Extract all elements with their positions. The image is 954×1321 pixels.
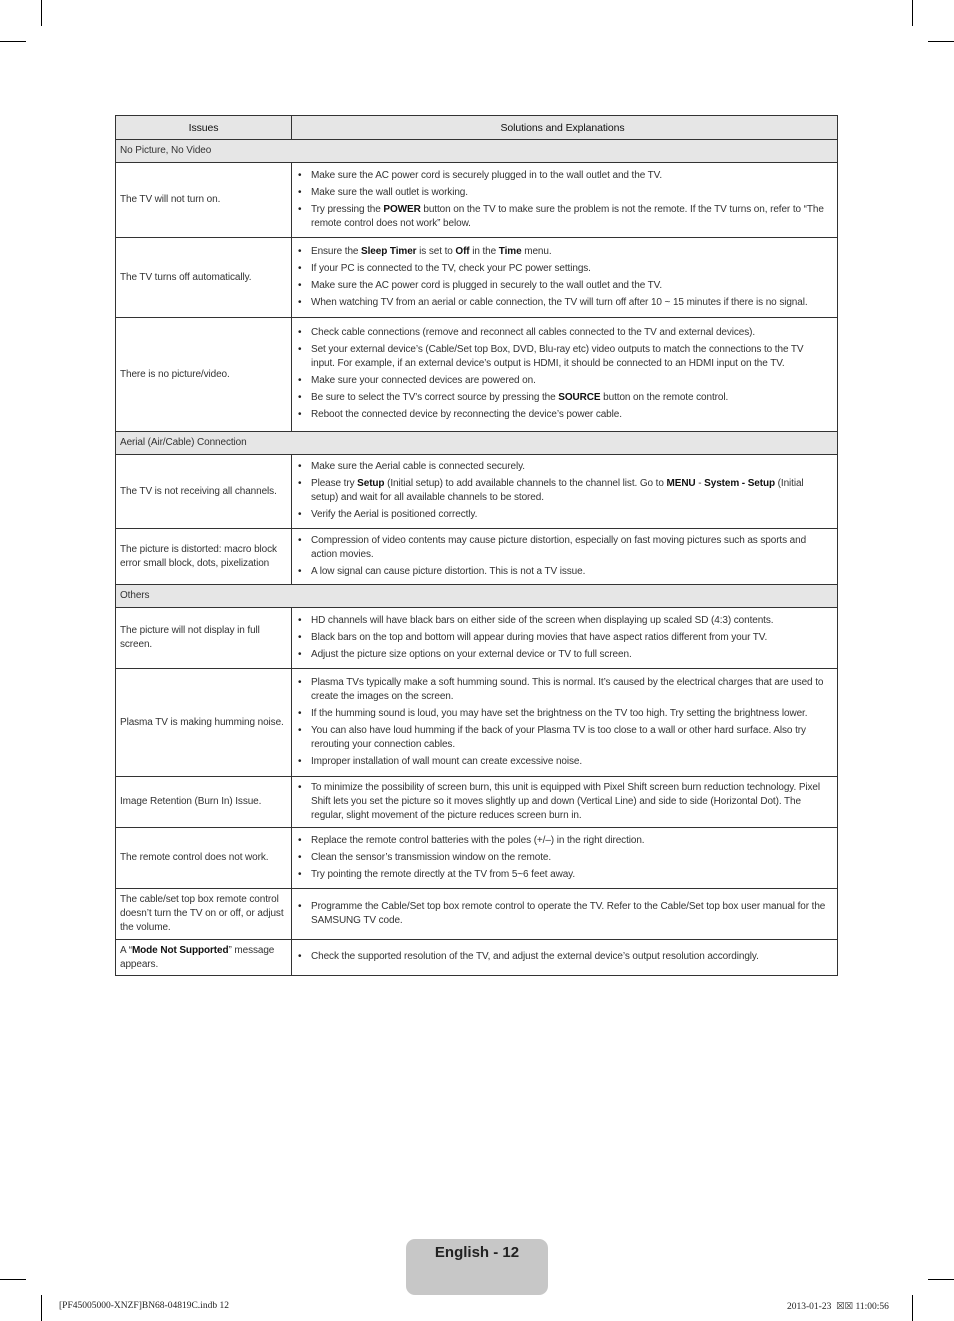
crop-mark: [928, 1279, 954, 1280]
table-row: [116, 238, 838, 318]
bold-term: Off: [455, 245, 470, 257]
section-row: [116, 432, 838, 455]
table-body: [116, 140, 838, 976]
solution-list: [296, 898, 829, 931]
issue-text: The remote control does not work.: [120, 852, 269, 863]
table-header-row: [116, 116, 838, 140]
crop-mark: [928, 41, 954, 42]
table-row: [116, 318, 838, 432]
solution-cell: [292, 608, 838, 668]
crop-mark: [0, 41, 26, 42]
solution-list: [296, 832, 644, 885]
issue-cell: [116, 828, 292, 888]
issue-text: The picture is distorted: macro block error small block, dots, pixelization: [120, 543, 277, 569]
issue-cell: [116, 608, 292, 668]
bold-term: Time: [498, 245, 522, 257]
bold-term: Sleep Timer: [361, 245, 417, 257]
issue-cell: [116, 318, 292, 431]
solution-list: [296, 948, 759, 967]
solution-list: [296, 674, 829, 772]
solution-item: • If the humming sound is loud, you may have set the brightness on the TV too high. Try setting the brightness lower.: [296, 707, 829, 721]
solution-item: • Programme the Cable/Set top box remote control to operate the TV. Refer to the Cable/Set top box user manual for the SAMSUNG TV code.: [296, 900, 829, 928]
solution-item: • A low signal can cause picture distortion. This is not a TV issue.: [296, 565, 829, 579]
bold-term: Setup: [357, 478, 385, 489]
bold-term: Mode Not Supported: [131, 944, 229, 956]
issue-text: The TV is not receiving all channels.: [120, 485, 277, 497]
table-row: [116, 608, 838, 669]
issue-text: The cable/set top box remote control doesn’t turn the TV on or off, or adjust the volume.: [120, 894, 284, 933]
solution-item: • Make sure your connected devices are powered on.: [296, 374, 829, 388]
issue-text: Image Retention (Burn In) Issue.: [120, 796, 262, 807]
solution-item: • Replace the remote control batteries with the poles (+/–) in the right direction.: [296, 834, 644, 848]
solution-item: • Check the supported resolution of the TV, and adjust the external device’s output resolution accordingly.: [296, 950, 759, 964]
solution-item: • Be sure to select the TV’s correct source by pressing the SOURCE button on the remote control.: [296, 391, 829, 405]
section-label: Others: [116, 585, 838, 607]
solution-cell: [292, 940, 838, 975]
table-row: [116, 828, 838, 889]
solution-cell: [292, 828, 838, 888]
solution-cell: [292, 889, 838, 939]
solution-item: • Black bars on the top and bottom will appear during movies that have aspect ratios different from your TV.: [296, 631, 773, 645]
solution-item: • Make sure the AC power cord is plugged in securely to the wall outlet and the TV.: [296, 279, 808, 293]
bold-term: SOURCE: [558, 392, 601, 403]
solution-item: • Reboot the connected device by reconnecting the device’s power cable.: [296, 408, 829, 422]
solution-item: • You can also have loud humming if the back of your Plasma TV is too close to a wall or other hard surface. Also try rerouting your connection cables.: [296, 724, 829, 752]
table-row: [116, 940, 838, 976]
solution-item: • Improper installation of wall mount can create excessive noise.: [296, 755, 829, 769]
solution-cell: [292, 318, 838, 431]
solution-item: • Set your external device’s (Cable/Set top Box, DVD, Blu-ray etc) video outputs to match the connections to the TV input. For example, if an external device’s output is HDMI, it should be connected to an HDMI input on the TV.: [296, 343, 829, 371]
solution-list: [296, 167, 829, 234]
solution-item: • Try pointing the remote directly at the TV from 5~6 feet away.: [296, 868, 644, 882]
page-number-label: English - 12: [434, 1244, 520, 1261]
solution-cell: [292, 777, 838, 827]
issue-text: A “Mode Not Supported” message appears.: [120, 944, 275, 970]
solution-item: • Make sure the Aerial cable is connected securely.: [296, 460, 829, 474]
solution-item: • Try pressing the POWER button on the TV to make sure the problem is not the remote. If the TV turns on, refer to “The remote control does not work” below.: [296, 203, 829, 231]
solution-item: • Verify the Aerial is positioned correctly.: [296, 508, 829, 522]
bold-term: POWER: [383, 203, 421, 215]
issue-cell: [116, 163, 292, 237]
solutions-header: Solutions and Explanations: [292, 116, 838, 139]
section-label: No Picture, No Video: [116, 140, 838, 162]
issue-text: The TV will not turn on.: [120, 194, 221, 205]
issue-cell: [116, 669, 292, 776]
issue-cell: [116, 455, 292, 528]
solution-list: [296, 243, 808, 313]
solution-item: • Check cable connections (remove and reconnect all cables connected to the TV and external devices).: [296, 326, 829, 340]
solution-item: • Clean the sensor’s transmission window on the remote.: [296, 851, 644, 865]
issue-cell: [116, 238, 292, 317]
solution-item: • HD channels will have black bars on either side of the screen when displaying up scaled SD (4:3) contents.: [296, 614, 773, 628]
solution-item: • Adjust the picture size options on your external device or TV to full screen.: [296, 648, 773, 662]
issue-text: There is no picture/video.: [120, 368, 230, 380]
bold-term: MENU: [666, 478, 696, 489]
solution-cell: [292, 238, 838, 317]
solution-item: • Ensure the Sleep Timer is set to Off in the Time menu.: [296, 245, 808, 259]
issue-text: The picture will not display in full screen.: [120, 625, 260, 650]
issues-header: Issues: [116, 116, 292, 139]
solution-item: • When watching TV from an aerial or cable connection, the TV will turn off after 10 ~ 15 minutes if there is no signal.: [296, 296, 808, 310]
section-label: Aerial (Air/Cable) Connection: [116, 432, 838, 454]
solution-list: [296, 779, 829, 826]
issue-text: Plasma TV is making humming noise.: [120, 716, 284, 728]
solution-list: [296, 458, 829, 525]
issue-text: The TV turns off automatically.: [120, 271, 252, 283]
table-row: [116, 669, 838, 777]
solution-item: • Compression of video contents may cause picture distortion, especially on fast moving pictures such as sports and action movies.: [296, 534, 829, 562]
table-row: [116, 529, 838, 585]
solution-item: • To minimize the possibility of screen burn, this unit is equipped with Pixel Shift screen burn reduction technology. Pixel Shift lets you set the picture so it moves slightly up and down (Vertical Line) and side to side (Horizontal Dot). The regular, slight movement of the picture reduces screen burn in.: [296, 781, 829, 823]
solution-item: • Make sure the wall outlet is working.: [296, 186, 829, 200]
crop-mark: [41, 1295, 42, 1321]
table-row: [116, 455, 838, 529]
section-row: [116, 585, 838, 608]
table-row: [116, 777, 838, 828]
table-row: [116, 163, 838, 238]
solution-cell: [292, 163, 838, 237]
crop-mark: [912, 0, 913, 26]
solution-item: • If your PC is connected to the TV, check your PC power settings.: [296, 262, 808, 276]
crop-mark: [0, 1279, 26, 1280]
issue-cell: [116, 529, 292, 584]
issue-cell: [116, 777, 292, 827]
solution-list: [296, 324, 829, 425]
bold-term: System - Setup: [704, 478, 775, 489]
solution-cell: [292, 669, 838, 776]
issue-cell: [116, 940, 292, 975]
solution-list: [296, 612, 773, 665]
solution-cell: [292, 455, 838, 528]
solution-item: • Make sure the AC power cord is securely plugged in to the wall outlet and the TV.: [296, 169, 829, 183]
solution-item: • Please try Setup (Initial setup) to add available channels to the channel list. Go to MENU - System - Setup (Initial setup) and wait for all available channels to be stored.: [296, 477, 829, 505]
solution-cell: [292, 529, 838, 584]
footer-file-name: [PF45005000-XNZF]BN68-04819C.indb 12: [59, 1301, 229, 1311]
crop-mark: [41, 0, 42, 26]
issue-cell: [116, 889, 292, 939]
crop-mark: [912, 1295, 913, 1321]
troubleshooting-table: [115, 115, 838, 976]
section-row: [116, 140, 838, 163]
footer-timestamp: 2013-01-23 ☒☒ 11:00:56: [787, 1302, 889, 1312]
solution-item: • Plasma TVs typically make a soft humming sound. This is normal. It’s caused by the electrical charges that are used to create the images on the screen.: [296, 676, 829, 704]
table-row: [116, 889, 838, 940]
solution-list: [296, 532, 829, 582]
